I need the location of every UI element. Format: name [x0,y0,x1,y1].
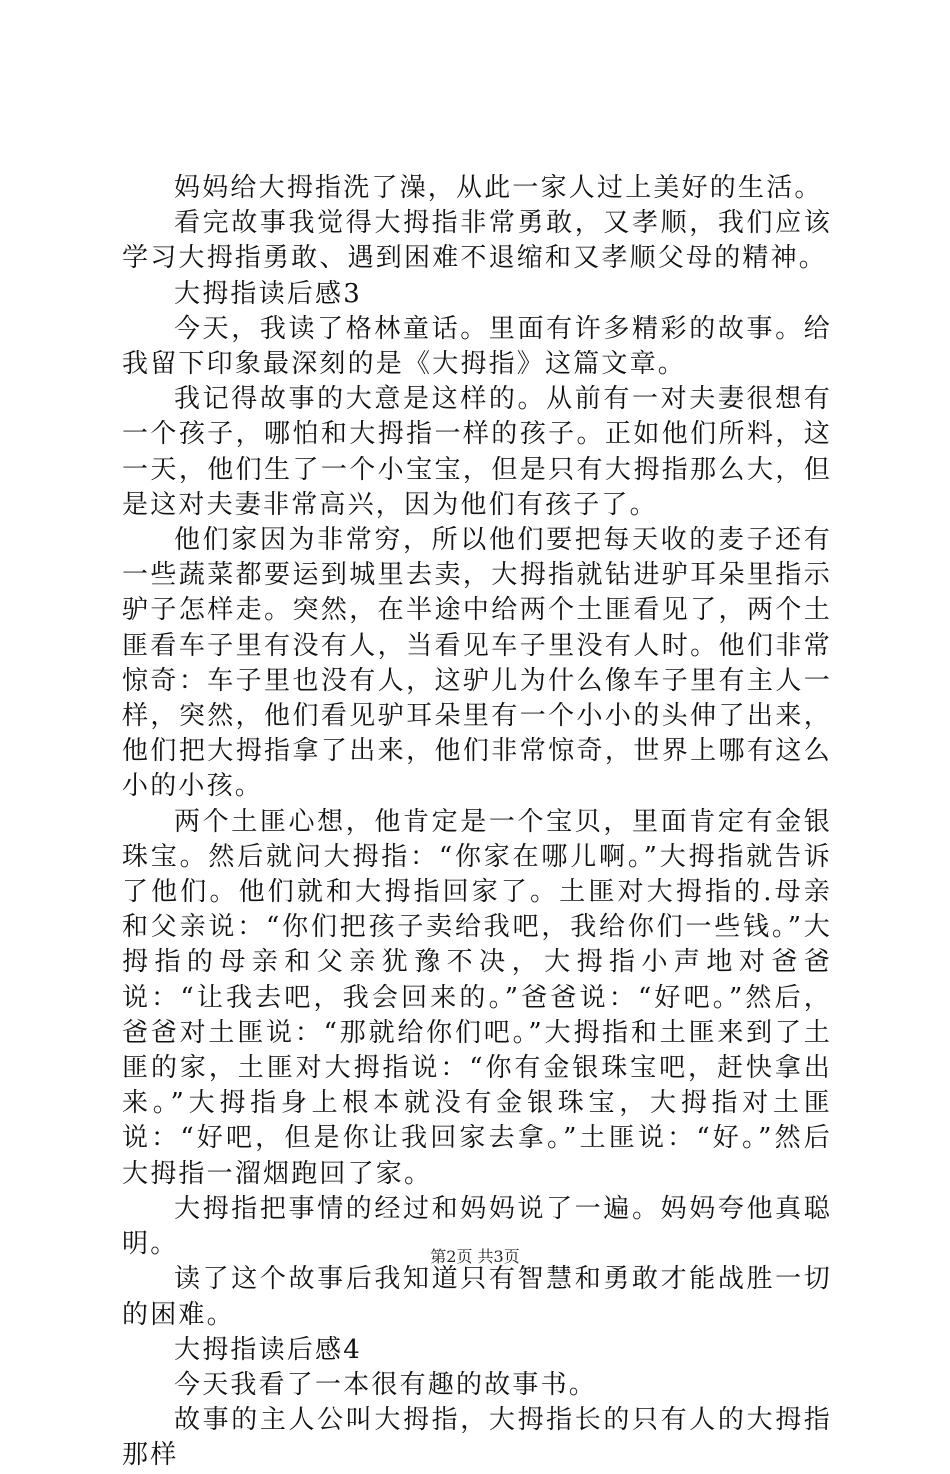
document-body [122,171,832,1474]
paragraph: 我记得故事的大意是这样的。从前有一对夫妻很想有一个孩子，哪怕和大拇指一样的孩子。正如他们所料，这一天，他们生了一个小宝宝，但是只有大拇指那么大，但是这对夫妻非常高兴，因为他们有孩子了。 [122,384,832,520]
paragraph: 大拇指把事情的经过和妈妈说了一遍。妈妈夸他真聪明。 [122,1193,832,1260]
paragraph: 读了这个故事后我知道只有智慧和勇敢才能战胜一切的困难。 [122,1264,832,1330]
section-heading: 大拇指读后感3 [174,278,362,309]
paragraph: 两个土匪心想，他肯定是一个宝贝，里面肯定有金银珠宝。然后就问大拇指：“你家在哪儿啊。”大拇指就告诉了他们。他们就和大拇指回家了。土匪对大拇指的.母亲和父亲说：“你们把孩子卖给我吧，我给你们一些钱。”大拇指的母亲和父亲犹豫不决，大拇指小声地对爸爸说：“让我去吧，我会回来的。”爸爸说：“好吧。”然后，爸爸对土匪说：“那就给你们吧。”大拇指和土匪来到了土匪的家，土匪对大拇指说：“你有金银珠宝吧，赶快拿出来。”大拇指身上根本就没有金银珠宝，大拇指对土匪说：“好吧，但是你让我回家去拿。”土匪说：“好。”然后大拇指一溜烟跑回了家。 [122,806,832,1189]
section-heading: 大拇指读后感4 [174,1334,362,1365]
page-number-footer: 第2页 共3页 [430,1247,520,1266]
paragraph: 今天，我读了格林童话。里面有许多精彩的故事。给我留下印象最深刻的是《大拇指》这篇文章。 [122,313,832,380]
paragraph: 故事的主人公叫大拇指，大拇指长的只有人的大拇指那样 [122,1405,832,1471]
paragraph: 他们家因为非常穷，所以他们要把每天收的麦子还有一些蔬菜都要运到城里去卖，大拇指就钻进驴耳朵里指示驴子怎样走。突然，在半途中给两个土匪看见了，两个土匪看车子里有没有人，当看见车子里没有人时。他们非常惊奇：车子里也没有人，这驴儿为什么像车子里有主人一样，突然，他们看见驴耳朵里有一个小小的头伸了出来，他们把大拇指拿了出来，他们非常惊奇，世界上哪有这么小的小孩。 [122,525,832,802]
paragraph: 妈妈给大拇指洗了澡，从此一家人过上美好的生活。 [174,173,823,203]
paragraph: 看完故事我觉得大拇指非常勇敢，又孝顺，我们应该学习大拇指勇敢、遇到困难不退缩和又孝顺父母的精神。 [122,208,832,274]
paragraph: 今天我看了一本很有趣的故事书。 [174,1369,598,1400]
